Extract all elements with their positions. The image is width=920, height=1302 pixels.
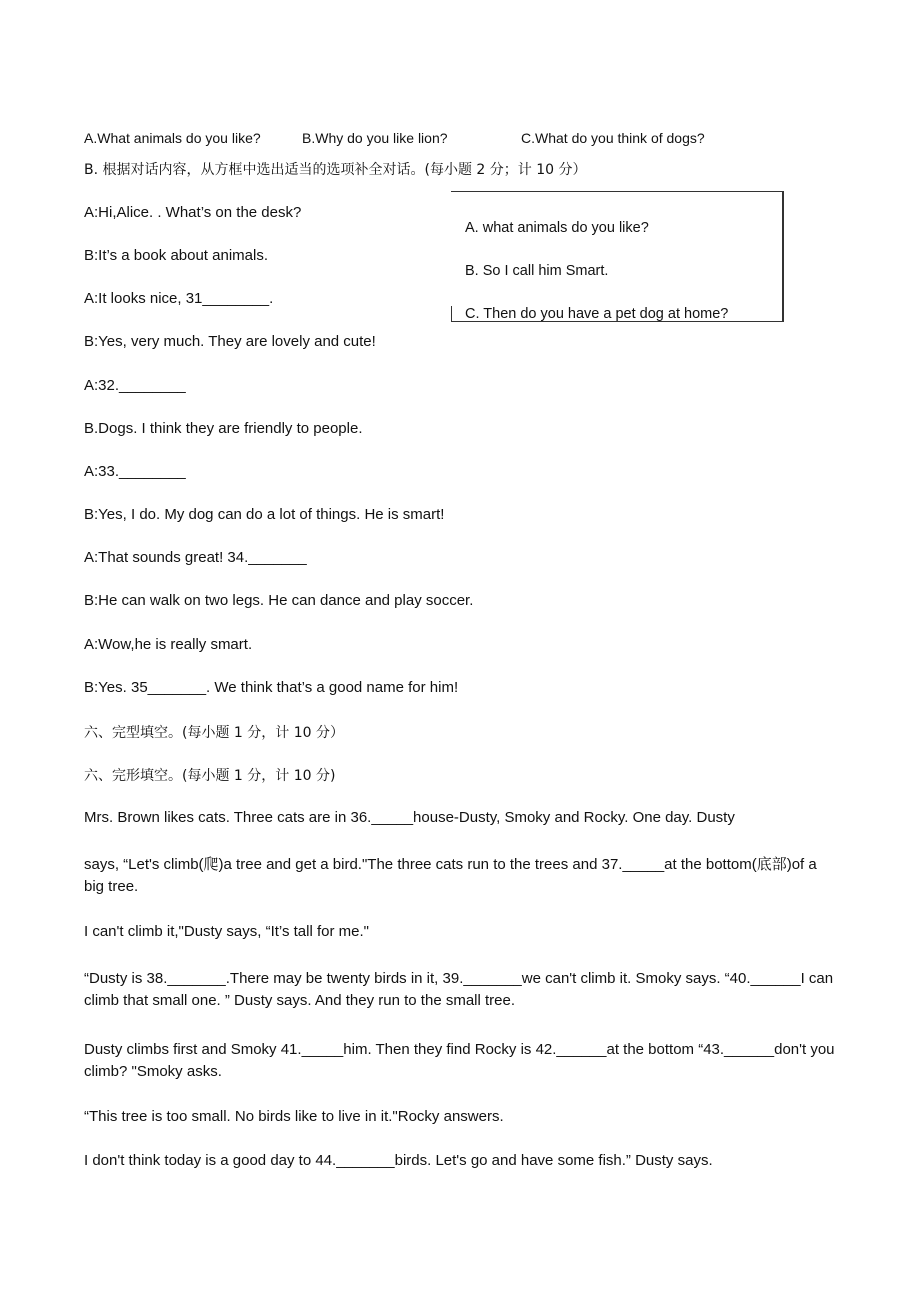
box-option-a: A. what animals do you like? <box>465 220 649 236</box>
dialogue-line: B:It’s a book about animals. <box>84 247 268 264</box>
box-option-c: C. Then do you have a pet dog at home? <box>465 306 729 322</box>
section6-heading-alt: 六、完形填空。(每小题 1 分，计 10 分) <box>84 768 336 784</box>
passage-paragraph: “This tree is too small. No birds like to live in it."Rocky answers. <box>84 1108 504 1125</box>
dialogue-line: B:Yes. 35_______. We think that’s a good name for him! <box>84 679 459 696</box>
dialogue-line: A:That sounds great! 34._______ <box>84 549 307 566</box>
dialogue-line: B:He can walk on two legs. He can dance and play soccer. <box>84 592 474 609</box>
options-box <box>451 191 784 322</box>
box-option-b: B. So I call him Smart. <box>465 263 609 279</box>
choice-c: C.What do you think of dogs? <box>521 130 705 146</box>
dialogue-line: B:Yes, I do. My dog can do a lot of things. He is smart! <box>84 506 445 523</box>
section6-heading: 六、完型填空。(每小题 1 分，计 10 分） <box>84 725 344 741</box>
passage-paragraph: “Dusty is 38._______.There may be twenty birds in it, 39._______we can't climb it. Smoky says. “40.______I can climb that small one. ” Dusty says. And they run to the small tree. <box>84 970 834 1009</box>
dialogue-line: B:Yes, very much. They are lovely and cute! <box>84 333 376 350</box>
passage-paragraph: Mrs. Brown likes cats. Three cats are in 36._____house-Dusty, Smoky and Rocky. One day. Dusty <box>84 809 735 826</box>
options-box-edge <box>451 306 452 321</box>
dialogue-line: A:Hi,Alice. . What’s on the desk? <box>84 204 302 221</box>
passage-paragraph: I don't think today is a good day to 44._______birds. Let's go and have some fish.” Dusty says. <box>84 1152 713 1169</box>
choice-a: A.What animals do you like? <box>84 130 261 146</box>
passage-paragraph: I can't climb it,"Dusty says, “It’s tall for me." <box>84 923 369 940</box>
dialogue-line: A:32.________ <box>84 377 186 394</box>
passage-paragraph: Dusty climbs first and Smoky 41._____him. Then they find Rocky is 42.______at the bottom “43.______don't you climb? "Smoky asks. <box>84 1041 835 1080</box>
passage-paragraph: says, “Let's climb(爬)a tree and get a bird."The three cats run to the trees and 37._____at the bottom(底部)of a big tree. <box>84 856 817 895</box>
dialogue-line: B.Dogs. I think they are friendly to people. <box>84 420 363 437</box>
choice-b: B.Why do you like lion? <box>302 130 448 146</box>
section-b-instruction: B. 根据对话内容，从方框中选出适当的选项补全对话。(每小题 2 分；计 10 分） <box>84 162 587 178</box>
dialogue-line: A:Wow,he is really smart. <box>84 636 253 653</box>
dialogue-line: A:It looks nice, 31________. <box>84 290 274 307</box>
dialogue-line: A:33.________ <box>84 463 186 480</box>
